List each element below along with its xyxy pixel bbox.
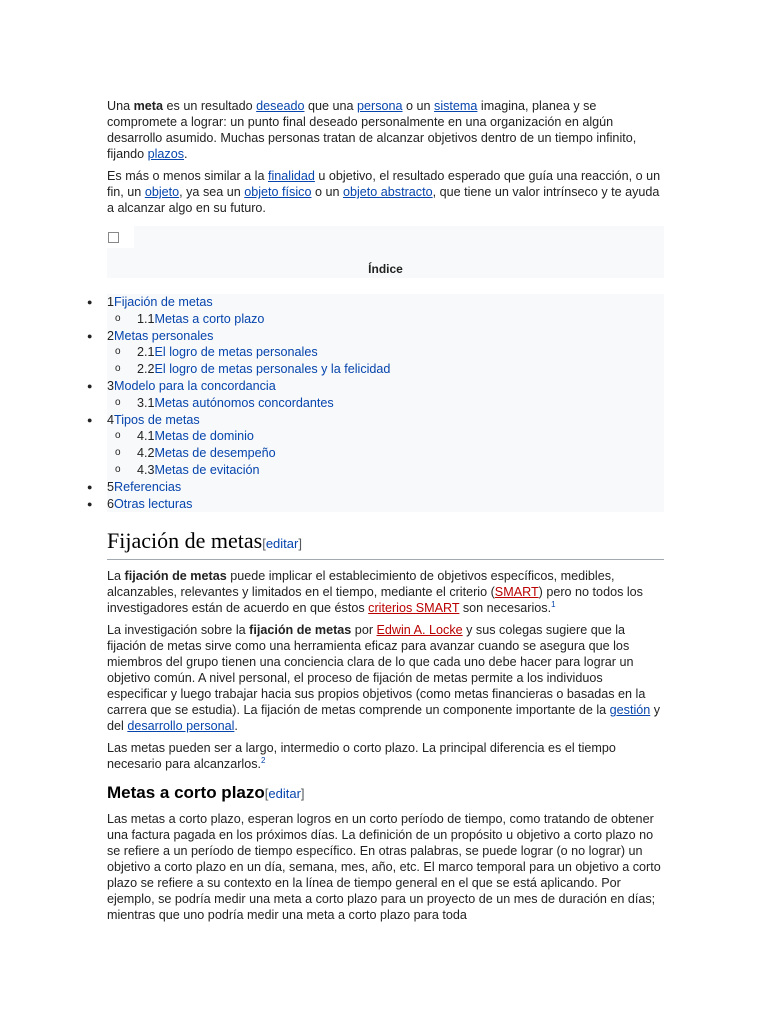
bold-term: meta (133, 99, 164, 113)
edit-section (262, 536, 302, 551)
text: son necesarios. (459, 601, 552, 616)
bullet-icon: ● (87, 380, 93, 391)
section2-paragraph-1: Las metas a corto plazo, esperan logros en un corto período de tiempo, como tratando de obtener una factura pagada en los próximos días. La definición de un propósito u objetivo a corto plazo no se refiere a un período de tiempo específico. En otras palabras, se puede lograr (o no lograr) un objetivo a corto plazo en un día, semana, mes, año, etc. El marco temporal para un objetivo a corto plazo se refiere a su contexto en la línea de tiempo general en el que se está aplicando. Por ejemplo, se podría medir una meta a corto plazo para un proyecto de un mes de duración en días; mientras que uno podría medir una meta a corto plazo para toda (107, 812, 661, 923)
toc-list (87, 294, 664, 512)
toc-item[interactable] (87, 294, 664, 311)
toc-number: 3.1 (137, 395, 155, 410)
sub-bullet-icon: o (115, 346, 121, 358)
article-body (87, 98, 664, 929)
toc-link[interactable]: Metas personales (114, 328, 214, 343)
link-edwin-locke[interactable]: Edwin A. Locke (376, 623, 463, 638)
edit-bracket-open: [ (264, 786, 269, 802)
sub-bullet-icon: o (115, 447, 121, 459)
text: es un resultado (163, 99, 257, 113)
bold-term: fijación de metas (124, 569, 227, 584)
bullet-icon: ● (87, 330, 93, 341)
toc-link[interactable]: Referencias (114, 479, 182, 494)
text: Las metas pueden ser a largo, intermedio o corto plazo. La principal diferencia es el tiempo necesario para alcanzarlos. (107, 741, 616, 772)
text: o un (311, 185, 343, 199)
toc-item[interactable] (87, 412, 664, 429)
edit-bracket-open: [ (262, 536, 266, 552)
text: y del (107, 703, 661, 734)
link-gestion[interactable]: gestión (609, 703, 651, 718)
link-smart[interactable]: SMART (494, 585, 539, 600)
text: y sus colegas sugiere que la fijación de metas sirve como una herramienta eficaz para avanzar cuando se asegura que los miembros del grupo tienen una conciencia clara de lo que cada uno debe hacer para lograr un objetivo común. A nivel personal, el proceso de fijación de metas permite a los individuos especificar y luego trabajar hacia sus propios objetivos (como metas financieras o basadas en la carrera que se estudia). La fijación de metas comprende un componente importante de la (107, 623, 646, 718)
edit-link[interactable]: editar (268, 786, 301, 802)
toc-toggle-checkbox[interactable] (108, 232, 119, 243)
toc-number: 3 (107, 378, 115, 393)
toc-link[interactable]: Metas de desempeño (154, 446, 276, 461)
toc-link[interactable]: Modelo para la concordancia (114, 378, 276, 393)
intro-paragraph-2 (107, 168, 664, 216)
toc-number: 2 (107, 328, 115, 343)
text: . (184, 147, 188, 161)
toc-number: 2.1 (137, 345, 155, 360)
text: , que tiene un valor intrínseco y te ayuda a alcanzar algo en su futuro. (107, 185, 660, 215)
bullet-icon: ● (87, 498, 93, 509)
link-deseado[interactable]: deseado (256, 99, 305, 113)
edit-link[interactable]: editar (265, 536, 299, 552)
text: que una (304, 99, 357, 113)
section1-paragraph-1 (107, 568, 664, 616)
link-plazos[interactable]: plazos (147, 147, 185, 161)
reference-1 (551, 600, 555, 609)
toc-item[interactable] (107, 462, 664, 479)
bold-term: fijación de metas (249, 623, 352, 638)
sub-bullet-icon: o (115, 312, 121, 324)
text: o un (402, 99, 435, 113)
toc-link[interactable]: Metas de evitación (154, 462, 260, 477)
toc-link[interactable]: Fijación de metas (114, 295, 213, 309)
intro-paragraph-1 (107, 98, 664, 162)
toc-number: 1.1 (137, 311, 155, 326)
toc-link[interactable]: Metas de dominio (154, 429, 254, 444)
bullet-icon: ● (87, 297, 93, 307)
section1-paragraph-3 (107, 740, 664, 772)
link-objeto-abstracto[interactable]: objeto abstracto (342, 185, 433, 199)
reference-2 (261, 756, 265, 765)
toc-link[interactable]: Metas a corto plazo (154, 311, 265, 326)
toc-link[interactable]: Otras lecturas (114, 496, 193, 511)
section-title: Fijación de metas (107, 528, 263, 554)
toc-number: 1 (107, 295, 115, 309)
text: Es más o menos similar a la (107, 169, 268, 183)
text: La investigación sobre la (107, 623, 250, 638)
toc-header (107, 226, 664, 278)
link-desarrollo-personal[interactable]: desarrollo personal (127, 719, 235, 734)
toc-link[interactable]: Metas autónomos concordantes (154, 395, 334, 410)
toc-number: 5 (107, 479, 115, 494)
toc-item[interactable] (107, 361, 664, 378)
toc-number: 6 (107, 496, 115, 511)
text: Una (107, 99, 134, 113)
link-sistema[interactable]: sistema (434, 99, 478, 113)
sub-bullet-icon: o (115, 463, 121, 475)
sub-bullet-icon: o (115, 430, 121, 442)
text: u objetivo, el resultado esperado que guía una reacción, o un fin, un (107, 169, 661, 199)
sub-bullet-icon: o (115, 363, 121, 375)
toc-title: Índice (368, 262, 403, 276)
edit-bracket-close: ] (300, 786, 305, 802)
text: . (234, 719, 238, 734)
toc-number: 4.2 (137, 446, 155, 461)
toc-link[interactable]: Tipos de metas (114, 412, 200, 427)
toc-number: 2.2 (137, 362, 155, 377)
reference-link-1[interactable]: 1 (551, 600, 556, 610)
toc-item[interactable] (87, 378, 664, 395)
text: imagina, planea y se compromete a lograr: un punto final deseado personalmente en una organización en algún desarrollo asumido. Muchas personas tratan de alcanzar objetivos dentro de un tiempo infinito, fijando (107, 99, 637, 161)
section-title: Metas a corto plazo (107, 783, 265, 803)
toc-item[interactable] (87, 479, 664, 496)
section1-paragraph-2 (107, 622, 664, 734)
section-heading-corto-plazo (107, 782, 664, 805)
link-criterios-smart[interactable]: criterios SMART (368, 601, 460, 616)
link-finalidad[interactable]: finalidad (267, 169, 315, 183)
toc-item[interactable] (107, 445, 664, 462)
edit-section (265, 786, 305, 801)
toc-item[interactable] (107, 395, 664, 412)
text: , ya sea un (179, 185, 245, 199)
toc-item[interactable] (107, 428, 664, 445)
link-persona[interactable]: persona (357, 99, 403, 113)
edit-bracket-close: ] (298, 536, 302, 552)
toc-number: 4.1 (137, 429, 155, 444)
toc-item[interactable] (107, 311, 664, 328)
section-heading-fijacion (107, 528, 664, 560)
text: por (351, 623, 377, 638)
text: puede implicar el establecimiento de objetivos específicos, medibles, alcanzables, relevantes y limitados en el tiempo, mediante el criterio ( (107, 569, 615, 600)
text: ) pero no todos los investigadores están de acuerdo en que éstos (107, 585, 643, 616)
toc-number: 4 (107, 412, 115, 427)
toc-item[interactable] (87, 496, 664, 513)
bullet-icon: ● (87, 414, 93, 425)
sub-bullet-icon: o (115, 396, 121, 408)
reference-link-2[interactable]: 2 (261, 756, 266, 766)
toc-link[interactable]: El logro de metas personales (154, 345, 318, 360)
toc-item[interactable] (107, 344, 664, 361)
bullet-icon: ● (87, 481, 93, 492)
link-objeto-fisico[interactable]: objeto físico (244, 185, 312, 199)
toc-link[interactable]: El logro de metas personales y la felicidad (154, 362, 391, 377)
text: La (107, 569, 125, 584)
toc-number: 4.3 (137, 462, 155, 477)
toc-item[interactable] (87, 328, 664, 345)
link-objeto[interactable]: objeto (144, 185, 180, 199)
